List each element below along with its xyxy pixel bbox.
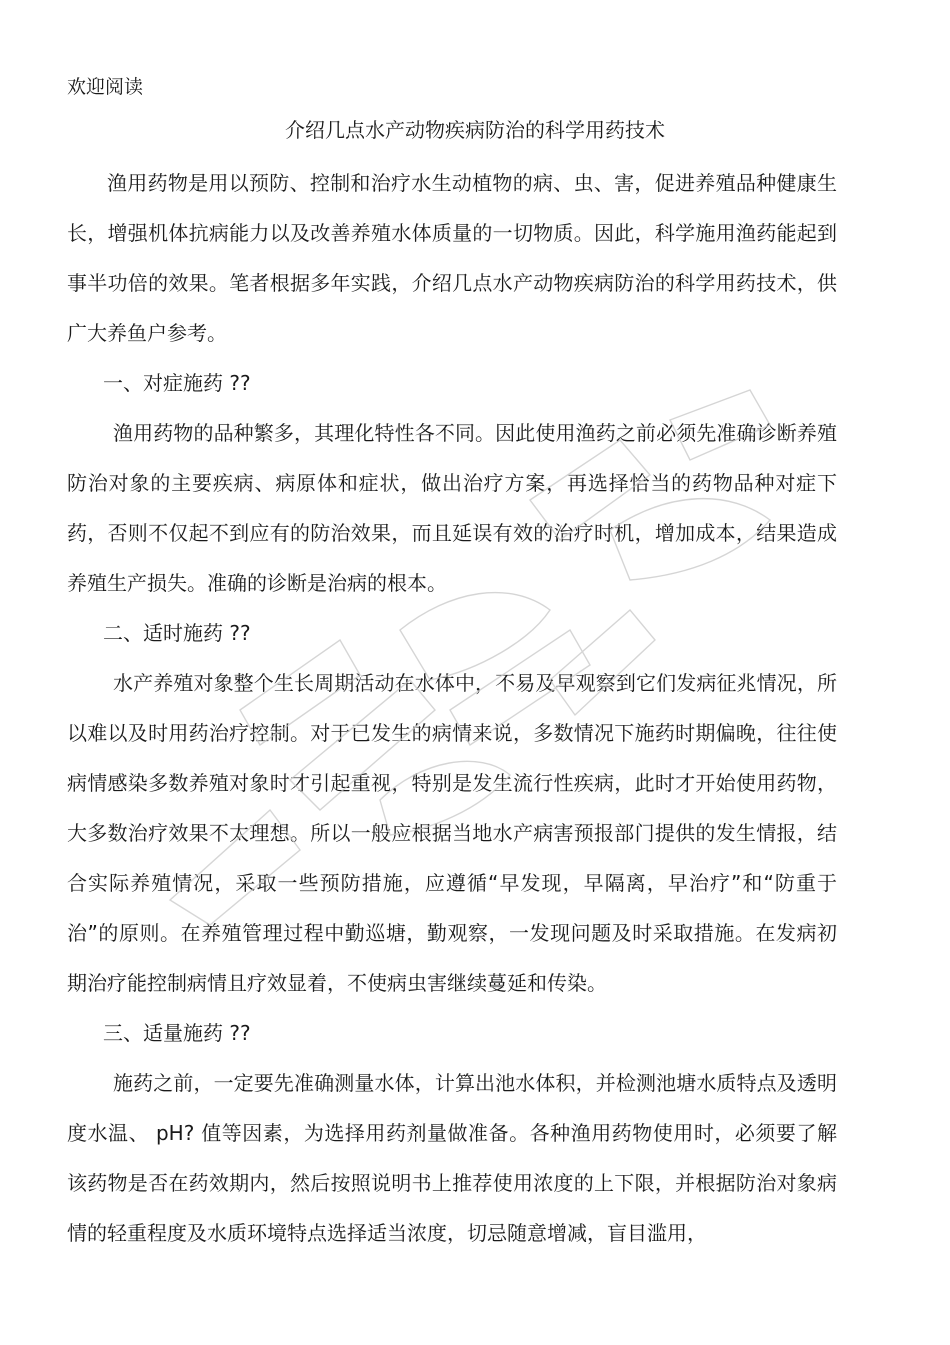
section-heading: 三、适量施药 ?? bbox=[103, 1021, 251, 1045]
section-paragraph: 水产养殖对象整个生长周期活动在水体中，不易及早观察到它们发病征兆情况，所以难以及时用药治疗控制。对于已发生的病情来说，多数情况下施药时期偏晚，往往使病情感染多数养殖对象时才引起重视，特别是发生流行性疾病，此时才开始使用药物，大多数治疗效果不太理想。所以一般应根据当地水产病害预报部门提供的发生情报，结合实际养殖情况，采取一些预防措施，应遵循“早发现，早隔离，早治疗”和“防重于治”的原则。在养殖管理过程中勤巡塘，勤观察，一发现问题及时采取措施。在发病初期治疗能控制病情且疗效显着，不使病虫害继续蔓延和传染。 bbox=[67, 671, 837, 995]
intro-paragraph: 渔用药物是用以预防、控制和治疗水生动植物的病、虫、害，促进养殖品种健康生长，增强机体抗病能力以及改善养殖水体质量的一切物质。因此，科学施用渔药能起到事半功倍的效果。笔者根据多年实践，介绍几点水产动物疾病防治的科学用药技术，供广大养鱼户参考。 bbox=[67, 171, 837, 345]
page-header: 欢迎阅读 bbox=[67, 76, 144, 98]
section-paragraph: 施药之前，一定要先准确测量水体，计算出池水体积，并检测池塘水质特点及透明度水温、 pH? 值等因素，为选择用药剂量做准备。各种渔用药物使用时，必须要了解该药物是否在药效期内，然后按照说明书上推荐使用浓度的上下限，并根据防治对象病情的轻重程度及水质环境特点选择适当浓度，切忌随意增减，盲目滥用， bbox=[67, 1071, 837, 1245]
section-heading: 二、适时施药 ?? bbox=[103, 621, 251, 645]
section-paragraph: 渔用药物的品种繁多，其理化特性各不同。因此使用渔药之前必须先准确诊断养殖防治对象的主要疾病、病原体和症状，做出治疗方案，再选择恰当的药物品种对症下药，否则不仅起不到应有的防治效果，而且延误有效的治疗时机，增加成本，结果造成养殖生产损失。准确的诊断是治病的根本。 bbox=[67, 421, 837, 595]
section-heading: 一、对症施药 ?? bbox=[103, 371, 251, 395]
document-body bbox=[67, 158, 837, 1258]
document-title: 介绍几点水产动物疾病防治的科学用药技术 bbox=[285, 118, 665, 142]
